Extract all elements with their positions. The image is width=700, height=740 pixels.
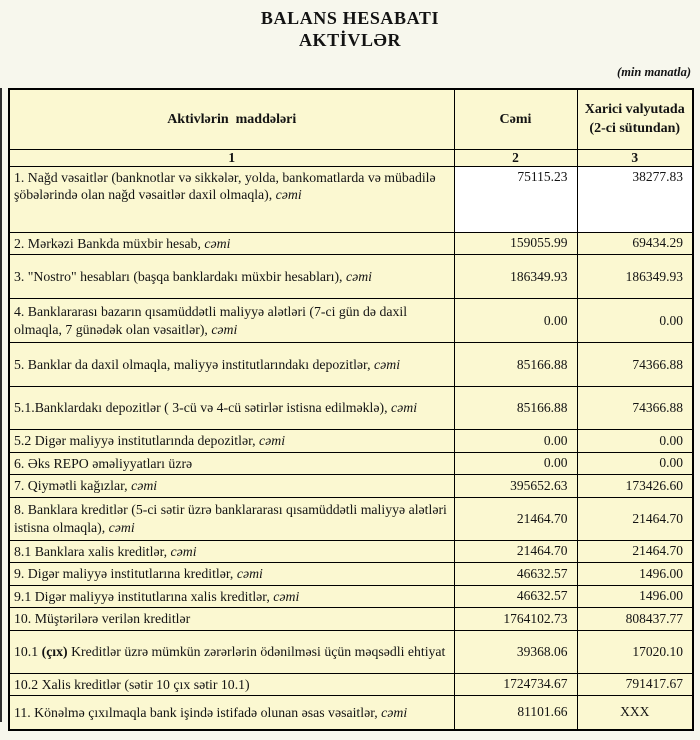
row-label xyxy=(9,430,454,453)
row-label-text: 5.2 Digər maliyyə institutlarında depozitlər, xyxy=(14,433,260,448)
document-title: BALANS HESABATI xyxy=(260,8,440,28)
total-value: 81101.66 xyxy=(454,696,577,730)
row-label-text: 1. Nağd vəsaitlər (banknotlar və sikkələr, yolda, bankomatlarda və mübadilə şöbələrində olan nağd vəsaitlər daxil olmaqla), xyxy=(14,169,436,202)
table-row xyxy=(9,696,693,730)
row-label-text: 5. Banklar da daxil olmaqla, maliyyə institutlarındakı depozitlər, xyxy=(14,356,374,372)
row-label-text: 9.1 Digər maliyyə institutlarına xalis kreditlər, xyxy=(14,588,274,604)
total-value: 0.00 xyxy=(454,452,577,475)
foreign-currency-value: 0.00 xyxy=(577,430,693,453)
table-row xyxy=(9,540,693,563)
row-label xyxy=(9,255,454,299)
foreign-currency-value: XXX xyxy=(577,696,693,730)
row-label xyxy=(9,673,454,696)
total-value: 0.00 xyxy=(454,430,577,453)
row-label-italic: cəmi xyxy=(374,356,401,372)
foreign-currency-value: 0.00 xyxy=(577,452,693,475)
document-header xyxy=(0,0,700,51)
row-label-text: 4. Banklararası bazarın qısamüddətli maliyyə alətləri (7-ci gün də daxil olmaqla, 7 günədək olan vəsaitlər), xyxy=(14,304,408,337)
row-label-italic: cəmi xyxy=(131,478,158,493)
total-value: 0.00 xyxy=(454,299,577,343)
foreign-currency-value: 74366.88 xyxy=(577,343,693,387)
table-row xyxy=(9,585,693,608)
row-label-italic: cəmi xyxy=(204,235,231,251)
foreign-currency-value: 69434.29 xyxy=(577,232,693,255)
row-label-text: 5.1.Banklardakı depozitlər ( 3-cü və 4-cü sətirlər istisna edilməklə), xyxy=(14,400,391,416)
table-row xyxy=(9,452,693,475)
header-row xyxy=(9,89,693,149)
row-label-text: 3. "Nostro" hesabları (başqa banklardakı müxbir hesabları), xyxy=(14,268,346,284)
row-label-italic: cəmi xyxy=(275,187,302,202)
table-row xyxy=(9,430,693,453)
row-label-text: 6. Əks REPO əməliyyatları üzrə xyxy=(14,455,193,471)
table-row xyxy=(9,563,693,586)
foreign-currency-value: 1496.00 xyxy=(577,585,693,608)
foreign-currency-value: 38277.83 xyxy=(577,166,693,232)
row-label xyxy=(9,387,454,430)
row-label-text: Kreditlər üzrə mümkün zərərlərin ödənilməsi üçün məqsədli ehtiyat xyxy=(67,643,446,659)
row-label-text: 11. Könəlmə çıxılmaqla bank işində istifadə olunan əsas vəsaitlər, xyxy=(14,704,382,720)
row-label xyxy=(9,166,454,232)
row-label xyxy=(9,696,454,730)
row-label-italic: cəmi xyxy=(345,268,372,284)
table-row xyxy=(9,475,693,498)
foreign-currency-value: 173426.60 xyxy=(577,475,693,498)
row-label-italic: cəmi xyxy=(381,704,408,720)
column-number-3: 3 xyxy=(577,149,693,166)
total-value: 39368.06 xyxy=(454,630,577,673)
foreign-currency-value: 808437.77 xyxy=(577,608,693,631)
foreign-currency-value: 1496.00 xyxy=(577,563,693,586)
column-header-items: Aktivlərin maddələri xyxy=(9,89,454,149)
foreign-currency-value: 21464.70 xyxy=(577,540,693,563)
row-label-italic: cəmi xyxy=(259,433,286,448)
balance-sheet-table xyxy=(8,88,694,731)
document-subtitle: AKTİVLƏR xyxy=(298,30,402,50)
row-label xyxy=(9,540,454,563)
foreign-currency-value: 186349.93 xyxy=(577,255,693,299)
row-label-text: 10.1 xyxy=(14,643,42,659)
row-label-text: 10. Müştərilərə verilən kreditlər xyxy=(14,611,191,626)
row-label xyxy=(9,475,454,498)
row-label xyxy=(9,608,454,631)
total-value: 159055.99 xyxy=(454,232,577,255)
table-row xyxy=(9,166,693,232)
foreign-currency-value: 21464.70 xyxy=(577,497,693,540)
column-header-total: Cəmi xyxy=(454,89,577,149)
table-row xyxy=(9,299,693,343)
table-row xyxy=(9,255,693,299)
column-number-2: 2 xyxy=(454,149,577,166)
row-label-text: 2. Mərkəzi Bankda müxbir hesab, xyxy=(14,235,205,251)
total-value: 75115.23 xyxy=(454,166,577,232)
row-label-italic: cəmi xyxy=(108,519,135,535)
row-label xyxy=(9,452,454,475)
row-label xyxy=(9,585,454,608)
row-label-italic: cəmi xyxy=(236,566,263,581)
table-row xyxy=(9,232,693,255)
total-value: 186349.93 xyxy=(454,255,577,299)
row-label-bold: (çıx) xyxy=(41,643,68,659)
table-row xyxy=(9,387,693,430)
scan-edge-artifact xyxy=(0,88,2,722)
total-value: 21464.70 xyxy=(454,540,577,563)
row-label xyxy=(9,563,454,586)
table-row xyxy=(9,673,693,696)
row-label-italic: cəmi xyxy=(211,321,238,337)
row-label-italic: cəmi xyxy=(170,543,197,559)
row-label-italic: cəmi xyxy=(273,588,300,604)
row-label-text: 7. Qiymətli kağızlar, xyxy=(14,478,132,493)
total-value: 85166.88 xyxy=(454,343,577,387)
foreign-currency-value: 17020.10 xyxy=(577,630,693,673)
total-value: 1764102.73 xyxy=(454,608,577,631)
row-label-text: 8.1 Banklara xalis kreditlər, xyxy=(14,543,171,559)
total-value: 1724734.67 xyxy=(454,673,577,696)
total-value: 85166.88 xyxy=(454,387,577,430)
row-label-italic: cəmi xyxy=(390,400,418,416)
total-value: 21464.70 xyxy=(454,497,577,540)
column-header-foreign: Xarici valyutada (2-ci sütundan) xyxy=(577,89,693,149)
row-label-text: 8. Banklara kreditlər (5-ci sətir üzrə banklararası qısamüddətli maliyyə alətləri istisna olmaqla), xyxy=(14,502,447,535)
foreign-currency-value: 791417.67 xyxy=(577,673,693,696)
row-label-text: 10.2 Xalis kreditlər (sətir 10 çıx sətir 10.1) xyxy=(14,676,250,692)
total-value: 395652.63 xyxy=(454,475,577,498)
table-row xyxy=(9,630,693,673)
column-number-row xyxy=(9,149,693,166)
table-row xyxy=(9,343,693,387)
column-number-1: 1 xyxy=(9,149,454,166)
row-label-text: 9. Digər maliyyə institutlarına kreditlər, xyxy=(14,566,237,581)
row-label xyxy=(9,497,454,540)
row-label xyxy=(9,630,454,673)
row-label xyxy=(9,232,454,255)
row-label xyxy=(9,299,454,343)
table-row xyxy=(9,608,693,631)
total-value: 46632.57 xyxy=(454,563,577,586)
foreign-currency-value: 74366.88 xyxy=(577,387,693,430)
table-row xyxy=(9,497,693,540)
total-value: 46632.57 xyxy=(454,585,577,608)
foreign-currency-value: 0.00 xyxy=(577,299,693,343)
unit-note: (min manatla) xyxy=(617,65,691,79)
row-label xyxy=(9,343,454,387)
